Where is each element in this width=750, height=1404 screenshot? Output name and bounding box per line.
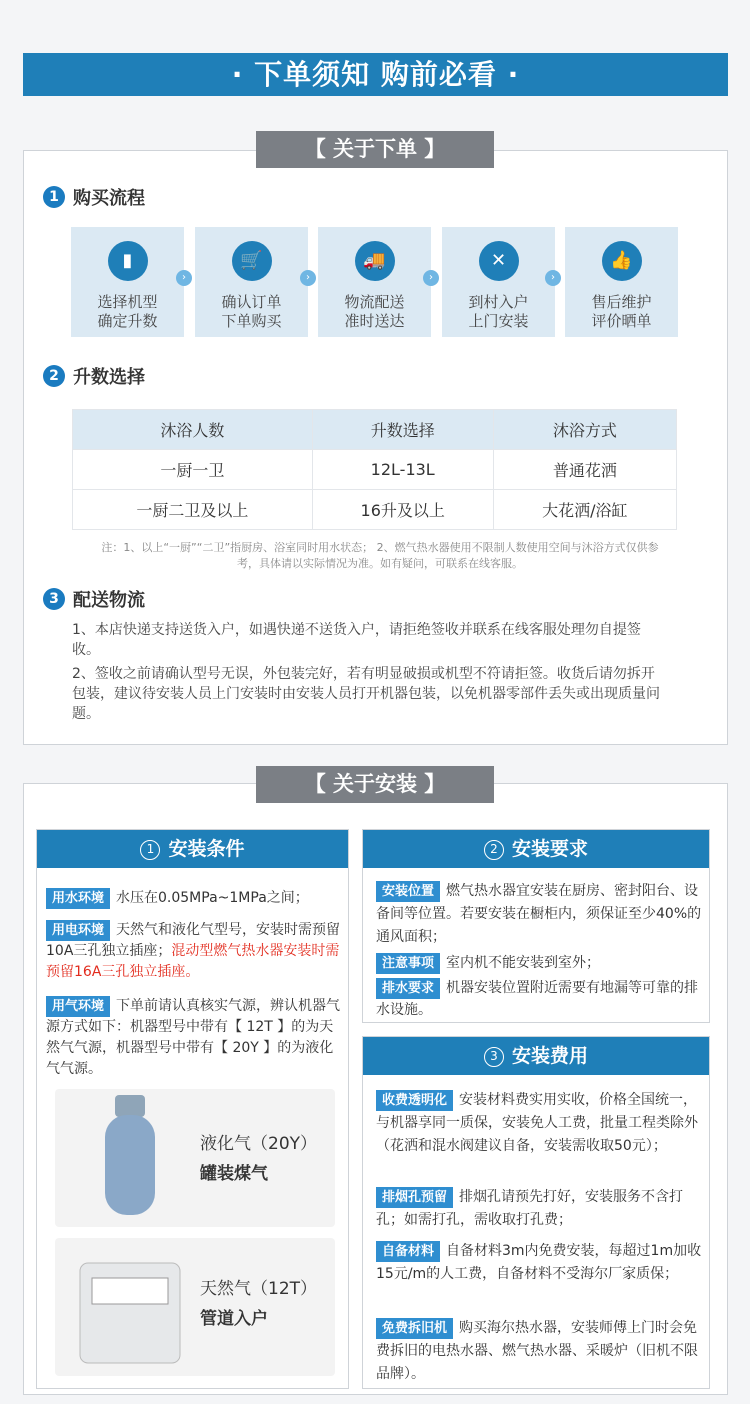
section-number-1: 1 [43,186,65,208]
table-row: 一厨一卫 12L-13L 普通花洒 [73,450,677,490]
flue-hole: 排烟孔预留 排烟孔请预先打好，安装服务不含打孔；如需打孔，需收取打孔费； [376,1189,684,1228]
flow-step-install: ✕ 到村入户 上门安装 [442,227,555,337]
own-materials: 自备材料 自备材料3m内免费安装，每超过1m加收15元/m的人工费，自备材料不受海尔厂家质保； [376,1243,702,1282]
install-title: 【 关于安装 】 [256,766,494,803]
electric-env: 用电环境 天然气和液化气型号，安装时需预留10A三孔独立插座；混动型燃气热水器安装时需预留16A三孔独立插座。 [46,922,341,980]
drainage-requirement: 排水要求 机器安装位置附近需要有地漏等可靠的排水设施。 [376,980,699,1018]
section-number-2: 2 [43,365,65,387]
gas-meter-icon [70,1243,190,1373]
flow-step-confirm: 🛒 确认订单 下单购买 [195,227,308,337]
thumbs-up-icon: 👍 [602,241,642,281]
gas-env: 用气环境 下单前请认真核实气源，辨认机器气源方式如下：机器型号中带有【 12T 】的为天然气气源，机器型号中带有【 20Y 】的为液化气气源。 [46,998,341,1077]
flow-step-delivery: 🚚 物流配送 准时送达 [318,227,431,337]
cart-icon: 🛒 [232,241,272,281]
section-number-3: 3 [43,588,65,610]
fee-transparency: 收费透明化 安装材料费实用实收，价格全国统一，与机器享同一质保，安装免人工费，批量工程类除外（花洒和混水阀建议自备，安装需收取50元）； [376,1092,698,1154]
section-purchase-flow: 1 购买流程 [43,184,145,210]
install-position: 安装位置 燃气热水器宜安装在厨房、密封阳台、设备间等位置。若要安装在橱柜内，须保证至少40%的通风面积； [376,883,702,945]
install-requirements-card: 2 安装要求 [362,829,710,1023]
order-title: 【 关于下单 】 [256,131,494,168]
section-logistics: 3 配送物流 [43,586,145,612]
chevron-right-icon: › [545,270,561,286]
table-row: 一厨二卫及以上 16升及以上 大花洒/浴缸 [73,490,677,530]
install-conditions-card: 1 安装条件 [36,829,349,1389]
capacity-note: 注：1、以上“一厨”“二卫”指厨房、浴室同时用水状态； 2、燃气热水器使用不限制人数使用空间与沐浴方式仅供参考，具体请以实际情况为准。如有疑问，可联系在线客服。 [101,541,659,570]
lpg-card: 液化气（20Y） 罐装煤气 [55,1089,335,1227]
flow-step-aftersale: 👍 售后维护 评价晒单 [565,227,678,337]
natural-gas-card: 天然气（12T） 管道入户 [55,1238,335,1376]
chevron-right-icon: › [423,270,439,286]
flow-step-select: ▮ 选择机型 确定升数 [71,227,184,337]
old-unit-removal: 免费拆旧机 购买海尔热水器，安装师傅上门时会免费拆旧的电热水器、燃气热水器、采暖炉（旧机不限品牌）。 [376,1320,698,1382]
page-banner: · 下单须知 购前必看 · [23,53,728,96]
chevron-right-icon: › [176,270,192,286]
logistics-para-2: 2、签收之前请确认型号无误，外包装完好，若有明显破损或机型不符请拒签。收货后请勿拆开包装，建议待安装人员上门安装时由安装人员打开机器包装，以免机器零部件丢失或出现质量问题。 [72,666,660,722]
chevron-right-icon: › [300,270,316,286]
install-caution: 注意事项 室内机不能安装到室外； [376,953,704,974]
section-capacity: 2 升数选择 [43,363,145,389]
logistics-para-1: 1、本店快递支持送货入户，如遇快递不送货入户，请拒绝签收并联系在线客服处理勿自提签收。 [72,622,641,658]
water-env: 用水环境 水压在0.05MPa~1MPa之间； [46,888,341,909]
gas-cylinder-icon [85,1095,175,1225]
tools-icon: ✕ [479,241,519,281]
truck-icon: 🚚 [355,241,395,281]
haier-heater-icon: ▮ [108,241,148,281]
install-fee-card: 3 安装费用 [362,1036,710,1389]
capacity-table [72,409,677,530]
table-header-row: 沐浴人数 升数选择 沐浴方式 [73,410,677,450]
